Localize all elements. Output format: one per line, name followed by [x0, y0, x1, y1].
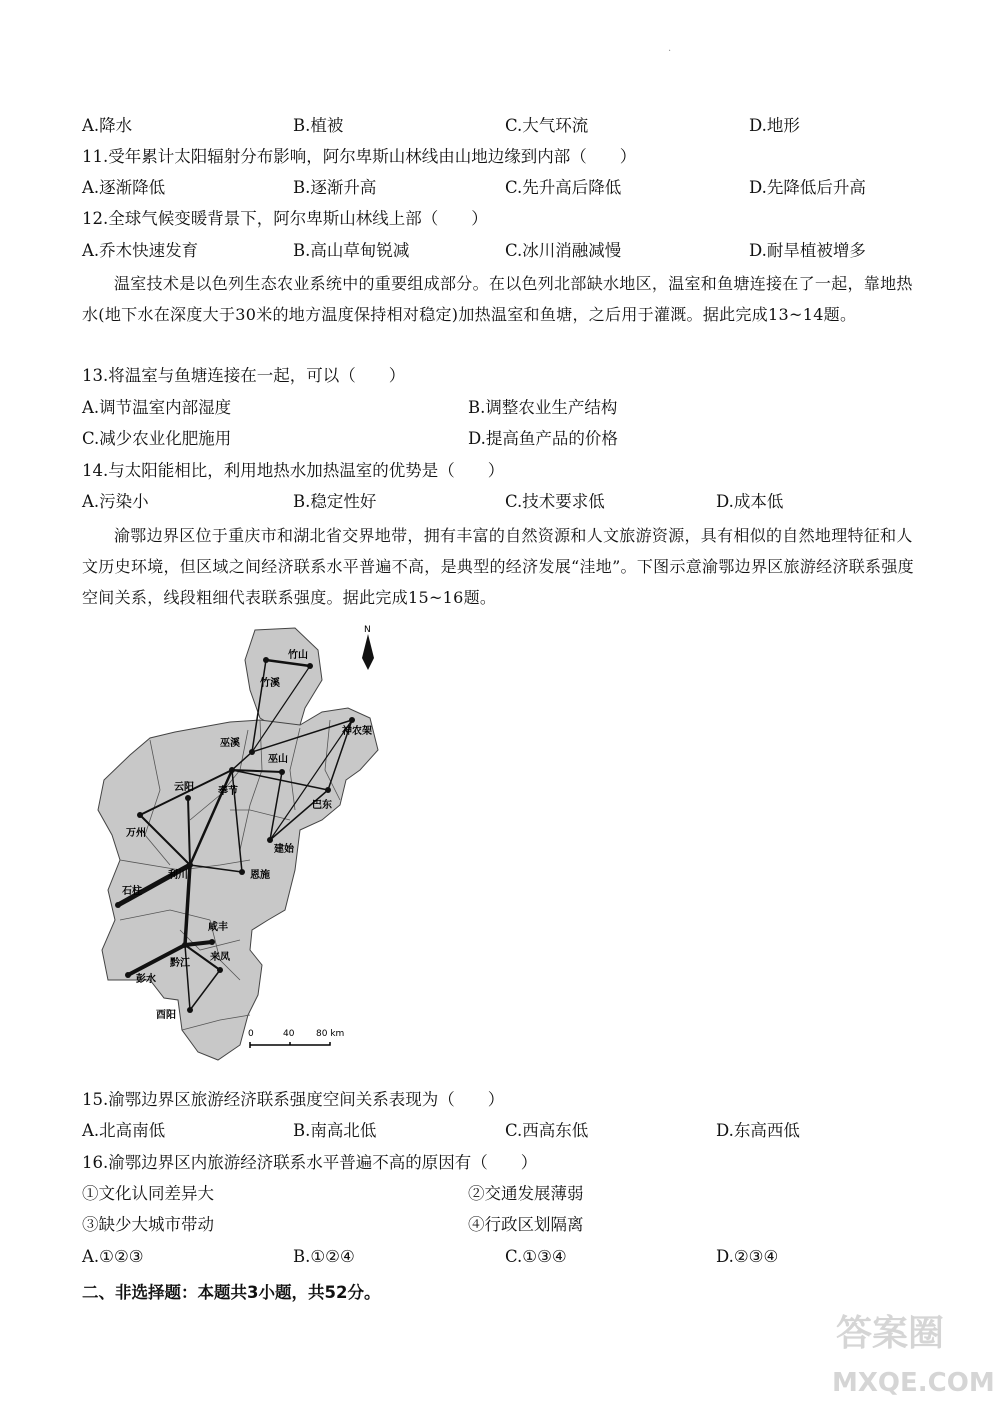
dot-jianshi: [267, 837, 273, 843]
q13-option-b[interactable]: B.调整农业生产结构: [468, 398, 618, 417]
q15-option-d[interactable]: D.东高西低: [716, 1121, 800, 1140]
dot-zhushan: [307, 663, 313, 669]
dot-wanzhou: [137, 812, 143, 818]
passage-israel-greenhouse: 温室技术是以色列生态农业系统中的重要组成部分。在以色列北部缺水地区，温室和鱼塘连接在了一起，靠地热水(地下水在深度大于30米的地方温度保持相对稳定)加热温室和鱼塘，之后用于灌溉。据此完成13~14题。: [82, 274, 913, 324]
q13-option-d[interactable]: D.提高鱼产品的价格: [468, 429, 618, 448]
label-youyang: 酉阳: [156, 1010, 176, 1021]
dot-shizhu: [115, 902, 121, 908]
q10-option-b[interactable]: B.植被: [293, 116, 344, 135]
dot-youyang: [187, 1007, 193, 1013]
dot-lichuan: [187, 862, 193, 868]
q12-option-a[interactable]: A.乔木快速发育: [82, 241, 199, 260]
label-laifeng: 来凤: [210, 952, 230, 963]
q10-option-a[interactable]: A.降水: [82, 116, 133, 135]
dot-shennongjia: [349, 717, 355, 723]
q11-option-d[interactable]: D.先降低后升高: [749, 178, 866, 197]
north-arrow-icon: [362, 634, 374, 670]
q16-option-b[interactable]: B.①②④: [293, 1247, 355, 1266]
dot-qianjiang: [182, 942, 188, 948]
label-yunyang: 云阳: [174, 782, 194, 793]
dot-badong: [325, 787, 331, 793]
watermark-text-top: 答案圈: [836, 1313, 945, 1354]
dot-yunyang: [185, 795, 191, 801]
north-arrow: [362, 625, 374, 670]
q14-option-c[interactable]: C.技术要求低: [505, 492, 605, 511]
scan-speck: ·: [668, 46, 672, 57]
scale-label-40: 40: [283, 1029, 295, 1039]
tourism-linkage-map: [90, 620, 410, 1070]
label-badong: 巴东: [312, 800, 332, 811]
q15-option-c[interactable]: C.西高东低: [505, 1121, 589, 1140]
map-background-grid: [98, 628, 378, 1060]
q12-stem: 12.全球气候变暖背景下，阿尔卑斯山林线上部（ ）: [82, 209, 488, 228]
dot-enshi: [239, 869, 245, 875]
scale-label-80: 80 km: [316, 1029, 345, 1039]
label-xianfeng: 咸丰: [208, 922, 228, 933]
q16-option-c[interactable]: C.①③④: [505, 1247, 567, 1266]
q14-stem: 14.与太阳能相比，利用地热水加热温室的优势是（ ）: [82, 461, 505, 480]
q10-option-d[interactable]: D.地形: [749, 116, 800, 135]
label-wanzhou: 万州: [126, 828, 146, 839]
label-pengshui: 彭水: [136, 974, 156, 985]
dot-fengjie: [229, 767, 235, 773]
q16-option-d[interactable]: D.②③④: [716, 1247, 779, 1266]
q11-option-b[interactable]: B.逐渐升高: [293, 178, 377, 197]
dot-wushan: [279, 769, 285, 775]
scale-label-0: 0: [248, 1029, 254, 1039]
label-shennongjia: 神农架: [342, 726, 372, 737]
q10-option-c[interactable]: C.大气环流: [505, 116, 589, 135]
q11-option-a[interactable]: A.逐渐降低: [82, 178, 166, 197]
q12-option-c[interactable]: C.冰川消融减慢: [505, 241, 622, 260]
label-enshi: 恩施: [250, 870, 270, 881]
q14-option-d[interactable]: D.成本低: [716, 492, 784, 511]
dot-wuxi: [249, 749, 255, 755]
north-label: N: [364, 625, 371, 635]
dot-xianfeng: [209, 939, 215, 945]
label-zhuxi: 竹溪: [260, 678, 280, 689]
section-2-heading: 二、非选择题：本题共3小题，共52分。: [82, 1283, 381, 1302]
q13-option-a[interactable]: A.调节温室内部湿度: [82, 398, 232, 417]
dot-laifeng: [217, 967, 223, 973]
site-watermark-logo: [828, 1295, 995, 1405]
q12-option-b[interactable]: B.高山草甸锐减: [293, 241, 410, 260]
q16-item-4: ④行政区划隔离: [468, 1215, 584, 1234]
label-qianjiang: 黔江: [170, 958, 190, 969]
q13-option-c[interactable]: C.减少农业化肥施用: [82, 429, 232, 448]
q15-option-b[interactable]: B.南高北低: [293, 1121, 377, 1140]
q15-option-a[interactable]: A.北高南低: [82, 1121, 166, 1140]
q16-item-1: ①文化认同差异大: [82, 1184, 214, 1203]
q13-stem: 13.将温室与鱼塘连接在一起，可以（ ）: [82, 366, 406, 385]
label-shizhu: 石柱: [122, 886, 142, 897]
q16-option-a[interactable]: A.①②③: [82, 1247, 144, 1266]
q12-option-d[interactable]: D.耐旱植被增多: [749, 241, 866, 260]
q15-stem: 15.渝鄂边界区旅游经济联系强度空间关系表现为（ ）: [82, 1090, 505, 1109]
label-zhushan: 竹山: [288, 650, 308, 661]
watermark-text-bottom: MXQE.COM: [832, 1368, 995, 1398]
label-fengjie: 奉节: [218, 786, 238, 797]
q16-item-2: ②交通发展薄弱: [468, 1184, 584, 1203]
q14-option-a[interactable]: A.污染小: [82, 492, 149, 511]
passage-yu-e-border: 渝鄂边界区位于重庆市和湖北省交界地带，拥有丰富的自然资源和人文旅游资源，具有相似的自然地理特征和人文历史环境，但区域之间经济联系水平普遍不高，是典型的经济发展“洼地”。下图示意渝鄂边界区旅游经济联系强度空间关系，线段粗细代表联系强度。据此完成15~16题。: [82, 526, 914, 607]
label-jianshi: 建始: [274, 844, 294, 855]
q16-stem: 16.渝鄂边界区内旅游经济联系水平普遍不高的原因有（ ）: [82, 1153, 538, 1172]
label-wushan: 巫山: [268, 754, 288, 765]
scale-bar: [248, 1029, 344, 1048]
dot-zhuxi: [263, 657, 269, 663]
q16-item-3: ③缺少大城市带动: [82, 1215, 214, 1234]
q14-option-b[interactable]: B.稳定性好: [293, 492, 377, 511]
dot-pengshui: [125, 972, 131, 978]
q11-stem: 11.受年累计太阳辐射分布影响，阿尔卑斯山林线由山地边缘到内部（ ）: [82, 147, 637, 166]
label-lichuan: 利川: [168, 870, 188, 881]
label-wuxi: 巫溪: [220, 738, 240, 749]
q11-option-c[interactable]: C.先升高后降低: [505, 178, 622, 197]
